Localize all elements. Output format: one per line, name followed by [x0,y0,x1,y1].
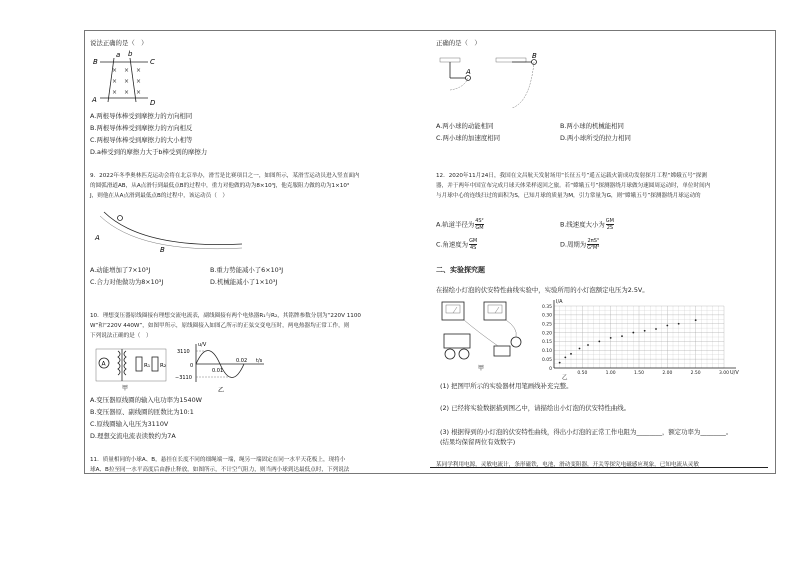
x-tick-label: 3.00 [718,371,730,376]
q10-transformer-figure [92,343,172,391]
data-point [598,341,600,343]
y-tick-label: 0.35 [541,304,552,310]
q13-part-2: (2) 已经将实验数据描到图乙中，请描绘出小灯泡的伏安特性曲线。 [440,404,631,412]
q11-line-1: 11．质量相同的小球A、B，悬挂在长度不同的细绳端一端，绳另一端固定在同一水平天花板上，现将小 [90,457,346,463]
q9-line-2: 的圆弧滑道AB，从A点滑行到最低点B的过程中，重力对他做的功为8×10³J，他克服阻力做的功为1×10³ [90,183,350,189]
x-tick-label: 2.00 [662,371,673,376]
q12-option-c [436,238,477,251]
q14-text: 某同学利用电源，灵敏电流计，条形磁铁，电池，滑动变阻器，开关等探究电磁感应现象，已知电流从灵敏 [436,462,699,468]
data-point [579,348,581,350]
q10-line-2: W”和“220V 440W”，如图甲所示，原线圈接入如图乙所示的正弦交变电压时，两电热器均正常工作，则 [90,323,350,329]
data-point [587,344,589,346]
q11-option-a: A.两小球的动能相同 [436,122,494,130]
y-tick-label: 0 [549,366,552,372]
data-point [564,356,566,358]
data-point [559,362,561,364]
y-tick-label: 0.30 [541,313,552,319]
q11-label-B: B [532,52,537,60]
q10-v-min: −3110 [175,375,192,381]
field-x: × [112,78,118,85]
q10-u-axis-label: u/V [198,342,207,348]
q8-option-a: A.两根导体棒受到摩擦力的方向相同 [90,112,193,120]
field-x: × [112,67,118,74]
q10-t1: 0.01 [212,368,224,374]
q8-label-A: A [92,96,97,104]
q10-t2: 0.02 [236,358,248,364]
x-tick-label: 1.50 [633,371,645,376]
q13-apparatus-figure [438,298,538,372]
q10-ammeter-label: A [101,360,106,368]
x-tick-label: 2.50 [690,371,701,376]
q9-label-A: A [95,234,100,242]
x-tick-label: 0.50 [577,371,588,376]
y-axis-label: I/A [556,299,563,305]
q9-option-d: D.机械能减小了1×10³J [210,278,278,286]
y-tick-label: 0.05 [541,357,552,363]
y-tick-label: 0.20 [541,331,552,337]
q9-slope-figure [92,204,252,254]
field-x: × [136,78,142,85]
q11-pendulum-figure [436,52,556,114]
q9-line-1: 9．2022年冬季奥林匹克运动会将在北京举办，滑雪是比赛项目之一，如图所示，某滑雪运动员进入竖直面内 [90,173,360,179]
q8-label-C: C [150,58,155,66]
q12-line-2: 器，并于两年中国宣布完成月球天体采样返回之旅。若“嫦娥五号”探测器绕月球做匀速圆周运动时，单位时间内 [436,183,711,189]
q10-line-3: 下列说法正确的是（ ） [90,333,152,339]
q13-part-3-note: (结果均保留两位有效数字) [440,438,516,446]
q11-option-b: B.两小球的机械能相同 [560,122,624,130]
q13-intro: 在描绘小灯泡的伏安特性曲线实验中，实验所用的小灯泡额定电压为2.5V。 [436,286,649,294]
x-tick-label: 1.00 [605,371,616,376]
q9-line-3: J，则他在从A点滑到最低点B的过程中，该运动员（ ） [90,193,228,199]
q8-label-B: B [93,58,98,66]
q8-stem: 说法正确的是（ ） [90,39,148,47]
y-tick-label: 0.25 [541,322,552,328]
data-point [621,335,623,337]
data-point [678,323,680,325]
section-heading-experiments: 二、实验探究题 [436,266,485,274]
q9-option-c: C.合力对他做功为8×10³J [90,278,164,286]
data-point [666,325,668,327]
q9-label-B: B [160,246,165,254]
q12-option-b-text: B.线速度大小为 [560,220,605,229]
q8-option-c: C.两根导体棒受到摩擦力的大小相等 [90,136,193,144]
q10-line-1: 10．理想变压器原线圈接有理想交流电流表，副线圈接有两个电热器R₁与R₂，其铭牌参数分别为“220V 1100 [90,313,361,319]
iu-chart [534,300,766,380]
q12-b-denominator: 2S [606,225,614,231]
q11-label-A: A [466,68,471,76]
q12-option-c-text: C.角速度为 [436,240,469,249]
q8-option-d: D.a棒受到的摩擦力大于b棒受到的摩擦力 [90,148,208,156]
q13-part-1: (1) 把图甲所示的实验器材用笔画线补充完整。 [440,382,573,390]
q8-label-b: b [128,50,133,58]
data-point [695,319,697,321]
q10-option-c: C.原线圈输入电压为3110V [90,420,169,428]
q12-line-1: 12．2020年11月24日，我国在文昌航天发射场用“长征五号”遥五运载火箭成功发射探月工程“嫦娥五号”探测 [436,173,707,179]
q10-option-d: D.理想交流电流表读数约为7A [90,432,176,440]
data-point [655,328,657,330]
q11-line-2: 球A、B拉至同一水平高度后由静止释放，如图所示，不计空气阻力，则当两小球到达最低点时，下列说法 [90,467,350,473]
q12-d-denominator: G²M² [587,245,600,251]
q12-c-denominator: 4S [469,245,477,251]
field-x: × [124,67,130,74]
q12-option-a [436,218,484,231]
field-x: × [124,89,130,96]
q12-option-a-text: A.轨道半径为 [436,220,475,229]
q12-option-d [560,238,599,251]
q10-option-b: B.变压器原、副线圈的匝数比为10:1 [90,408,194,416]
q9-option-b: B.重力势能减小了6×10³J [210,266,284,274]
q10-t-axis-label: t/s [256,358,263,364]
field-x: × [136,89,142,96]
q12-a-numerator: 4S² [475,218,484,224]
q12-a-denominator: GM [475,225,484,231]
q10-jia-label: 甲 [122,385,129,392]
q10-yi-label: 乙 [218,387,225,394]
q8-figure [90,50,160,108]
q10-r2-label: R₂ [160,363,167,369]
q12-option-d-text: D.周期为 [560,240,587,249]
q11-option-c: C.两小球的加速度相同 [436,134,501,142]
q8-option-b: B.两根导体棒受到摩擦力的方向相反 [90,124,193,132]
q12-b-numerator: GM [605,218,614,224]
data-point [644,330,646,332]
q10-v-zero: 0 [190,363,194,369]
data-point [632,332,634,334]
q11-stem-continued: 正确的是（ ） [436,39,481,47]
field-x: × [124,78,130,85]
q12-c-numerator: GM [469,238,478,244]
field-x: × [136,67,142,74]
x-axis-label: U/V [730,370,739,376]
data-point [570,353,572,355]
q11-option-d: D.两小球所受的拉力相同 [560,134,631,142]
q8-label-D: D [150,99,156,107]
y-tick-label: 0.15 [541,340,552,346]
q10-voltage-graph [176,342,266,394]
y-tick-label: 0.10 [541,349,552,355]
q13-part-3: (3) 根据得到的小灯泡的伏安特性曲线，得出小灯泡的正常工作电阻为________，额定功率为________。 [440,428,733,436]
q12-line-3: 与月球中心的连线扫过的面积为S，已知月球的质量为M，引力常量为G，则“嫦娥五号”探测器绕月球运动的 [436,193,701,199]
q13-jia-label: 甲 [478,365,485,372]
data-point [610,337,612,339]
q8-label-a: a [116,51,121,59]
q10-option-a: A.变压器原线圈的输入电功率为1540W [90,396,202,404]
q12-option-b [560,218,614,231]
q10-r1-label: R₁ [144,363,151,369]
q10-v-max: 3110 [177,349,190,355]
q9-option-a: A.动能增加了7×10³J [90,266,151,274]
q13-yi-label: 乙 [562,375,568,381]
field-x: × [112,89,118,96]
q12-d-numerator: 2πS³ [587,238,599,244]
